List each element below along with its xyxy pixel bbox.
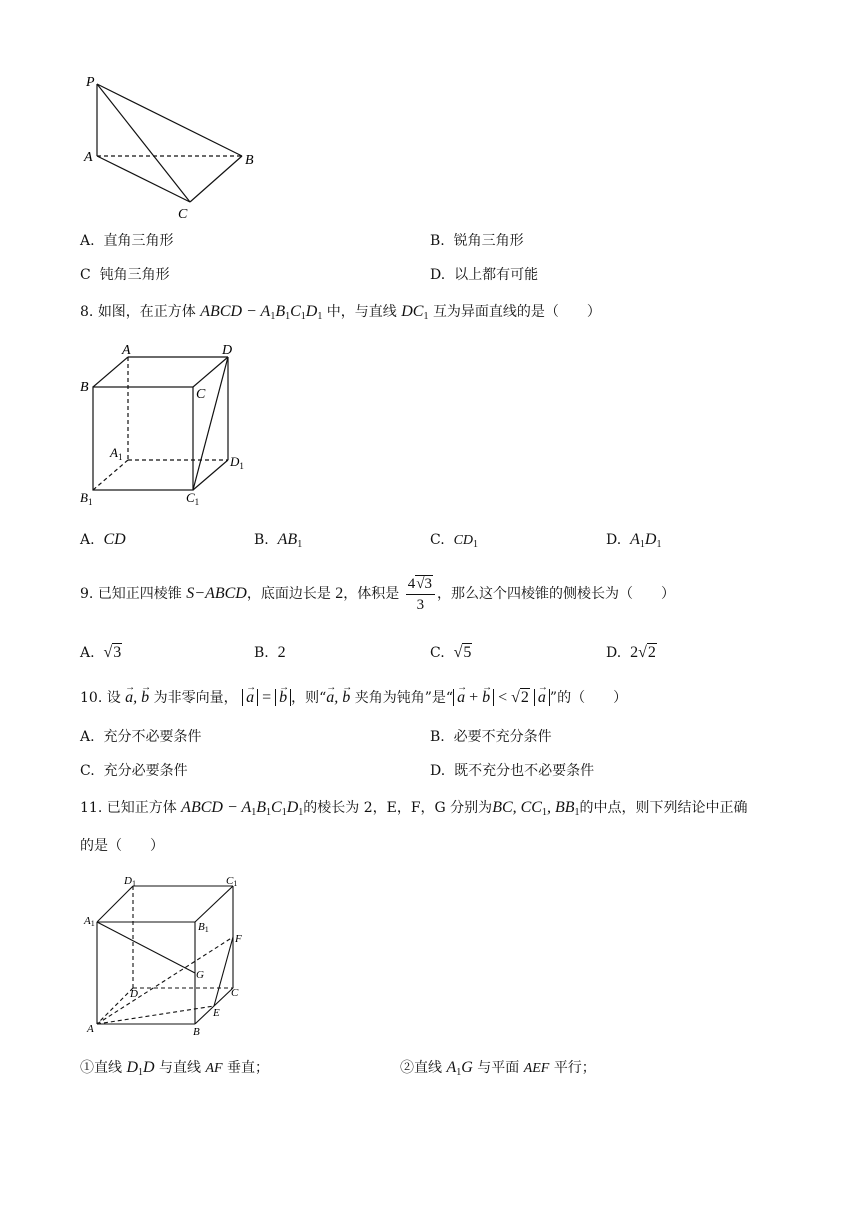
q9-option-a: A. √3 — [80, 644, 122, 661]
q7-label-a: A — [84, 150, 93, 165]
q8-label-a1: $A_1$ — [110, 445, 123, 462]
q11-label-b1: B1 — [198, 921, 209, 934]
q7-option-b: B. 锐角三角形 — [430, 233, 524, 249]
q8-label-b: B — [80, 380, 89, 395]
q8-option-a: A. CD — [80, 531, 126, 548]
q11-statement-1: ①直线 $D_1D$ 与直线 AF 垂直； — [80, 1059, 270, 1078]
q9-pyramid: S−ABCD — [186, 585, 247, 602]
q11-label-a1: A1 — [84, 915, 95, 928]
q8-cube-name: ABCD − $A_1B_1C_1D_1$ — [200, 303, 323, 322]
q11-label-g: G — [196, 969, 204, 981]
q11-figure — [80, 872, 260, 1042]
q8-figure — [76, 342, 266, 508]
q9-option-c: C. √5 — [430, 644, 472, 661]
q8-label-d1: $D_1$ — [230, 454, 244, 471]
q7-option-a: A. 直角三角形 — [80, 233, 174, 249]
q10-vectors: → a, → b — [125, 689, 149, 706]
q10-option-c: C. 充分必要条件 — [80, 763, 188, 779]
q8-line: $DC_1$ — [401, 303, 429, 322]
q11-label-c: C — [231, 987, 239, 999]
q8-stem: 8. 如图，在正方体 ABCD − $A_1B_1C_1D_1$ 中，与直线 $DC_1$ 互为异面直线的是（ ） — [80, 303, 601, 322]
q7-option-d: D. 以上都有可能 — [430, 267, 539, 283]
q11-midpoints: BC, $CC_1$, $BB_1$ — [492, 799, 580, 818]
q9-option-d: D. 2√2 — [606, 644, 656, 661]
q9-stem: 9. 已知正四棱锥 S−ABCD，底面边长是 2，体积是 $\frac{4√3}{3}$ ，那么这个四棱锥的侧棱长为（ ） — [80, 575, 675, 613]
q10-option-b: B. 必要不充分条件 — [430, 729, 552, 745]
q8-label-c: C — [196, 387, 206, 402]
q7-option-c: C 钝角三角形 — [80, 267, 170, 283]
q8-label-d: D — [222, 343, 233, 358]
q7-label-c: C — [178, 207, 188, 222]
q11-label-c1: C1 — [226, 875, 238, 888]
q11-label-d1: D1 — [124, 875, 136, 888]
q8-option-c: C. $CD_1$ — [430, 532, 479, 550]
q7-label-b: B — [245, 153, 254, 168]
q11-stem: 11. 已知正方体 ABCD − $A_1B_1C_1D_1$的棱长为 2，E，F，G 分别为BC, $CC_1$, $BB_1$的中点，则下列结论中正确 — [80, 799, 748, 818]
q11-label-f: F — [235, 933, 242, 945]
q11-cube-name: ABCD − $A_1B_1C_1D_1$ — [181, 799, 304, 818]
q10-stem: 10. 设 → a, → b 为非零向量， → a = → b ，则“→ a, → b 夹角为钝角”是“→ a + → b < √2 → a ”的（ ） — [80, 686, 627, 710]
q10-inequality: → a + → b < √2 → a — [453, 688, 550, 706]
q11-label-d: D — [130, 988, 138, 1000]
q9-volume-fraction: $\frac{4√3}{3}$ — [406, 574, 435, 615]
q10-condition: → a = → b — [242, 689, 291, 706]
q8-label-b1: $B_1$ — [80, 490, 93, 507]
q8-label-a: A — [122, 343, 131, 358]
q10-option-d: D. 既不充分也不必要条件 — [430, 763, 595, 779]
q8-option-d: D. $A_1D_1$ — [606, 531, 662, 550]
q11-stem-line2: 的是（ ） — [80, 838, 164, 854]
q9-option-b: B. 2 — [254, 644, 286, 661]
q7-figure — [80, 72, 270, 222]
q11-label-b: B — [193, 1026, 200, 1038]
q10-option-a: A. 充分不必要条件 — [80, 729, 202, 745]
q11-label-a: A — [87, 1023, 94, 1035]
q11-label-e: E — [213, 1007, 220, 1019]
q8-option-b: B. $AB_1$ — [254, 531, 303, 550]
q11-statement-2: ②直线 $A_1G$ 与平面 AEF 平行； — [400, 1059, 596, 1078]
q7-label-p: P — [86, 75, 95, 90]
q8-label-c1: $C_1$ — [186, 490, 200, 507]
